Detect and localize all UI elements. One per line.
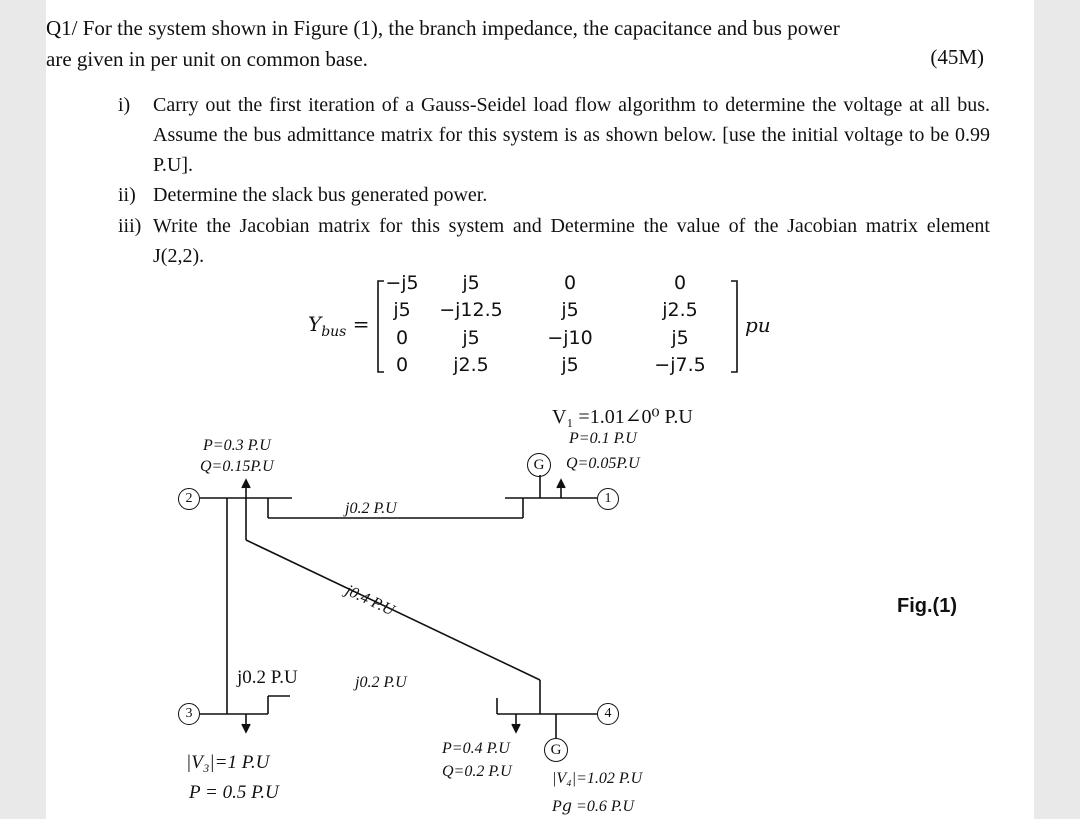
- bus1-voltage: V₁ =1.01∠0⁰ P.U: [552, 406, 693, 428]
- item-number: ii): [118, 184, 136, 206]
- item-text: Carry out the first iteration of a Gauss-Seidel load flow algorithm to determine the voltage at all bus. Assume the bus admittance matrix for this system is as shown below. [use the initial voltage to be 0.99 P.U].: [153, 94, 990, 176]
- figure-caption: Fig.(1): [897, 595, 957, 617]
- question-line-1: Q1/ For the system shown in Figure (1), the branch impedance, the capacitance and bus power: [46, 16, 840, 40]
- question-marks: (45M): [930, 45, 984, 69]
- matrix-cell: j5: [462, 272, 480, 294]
- bus4-p: P=0.4 P.U: [442, 740, 510, 757]
- line-2-4-impedance: j0.4 P.U: [342, 582, 397, 620]
- matrix-cell: 0: [395, 327, 409, 349]
- bus1-q: Q=0.05P.U: [566, 455, 640, 472]
- bus4-voltage: |V₄|=1.02 P.U: [552, 770, 643, 787]
- bus2-q: Q=0.15P.U: [200, 458, 274, 475]
- matrix-cell: j5: [393, 299, 411, 321]
- matrix-cell: j5: [671, 327, 689, 349]
- matrix-unit: pu: [745, 313, 771, 337]
- question-line-2: are given in per unit on common base.: [46, 47, 368, 71]
- matrix-cell: 0: [563, 272, 577, 294]
- matrix-cell: j5: [561, 354, 579, 376]
- bus3-voltage: |V₃|=1 P.U: [186, 752, 270, 773]
- bus-number-4: 4: [597, 703, 619, 725]
- matrix-cell: 0: [395, 354, 409, 376]
- bus1-p: P=0.1 P.U: [569, 430, 637, 447]
- bus-number-1: 1: [597, 488, 619, 510]
- matrix-cell: j2.5: [453, 354, 489, 376]
- matrix-cell: 0: [673, 272, 687, 294]
- generator-bus1: G: [527, 453, 551, 477]
- matrix-cell: −j5: [385, 272, 419, 294]
- bus-number-2: 2: [178, 488, 200, 510]
- line-3-4-impedance: j0.2 P.U: [355, 674, 407, 691]
- bus2-p: P=0.3 P.U: [203, 437, 271, 454]
- matrix-cell: −j7.5: [654, 354, 706, 376]
- bus-number-3: 3: [178, 703, 200, 725]
- matrix-cell: j5: [462, 327, 480, 349]
- item-text: Write the Jacobian matrix for this system and Determine the value of the Jacobian matrix element J(2,2).: [153, 215, 990, 267]
- item-number: iii): [118, 215, 142, 237]
- matrix-cell: j5: [561, 299, 579, 321]
- line-2-3-impedance: j0.2 P.U: [237, 667, 298, 688]
- generator-bus4: G: [544, 738, 568, 762]
- bus3-p: P = 0.5 P.U: [189, 782, 279, 803]
- ybus-label: $Y_{bus}$ =: [308, 312, 370, 340]
- matrix-cell: −j12.5: [439, 299, 503, 321]
- matrix-cell: −j10: [547, 327, 593, 349]
- line-1-2-impedance: j0.2 P.U: [345, 500, 397, 517]
- item-number: i): [118, 94, 131, 116]
- bus4-pg: P𝑔 =0.6 P.U: [552, 798, 635, 815]
- matrix-cell: j2.5: [662, 299, 698, 321]
- bus4-q: Q=0.2 P.U: [442, 763, 512, 780]
- item-text: Determine the slack bus generated power.: [153, 184, 488, 206]
